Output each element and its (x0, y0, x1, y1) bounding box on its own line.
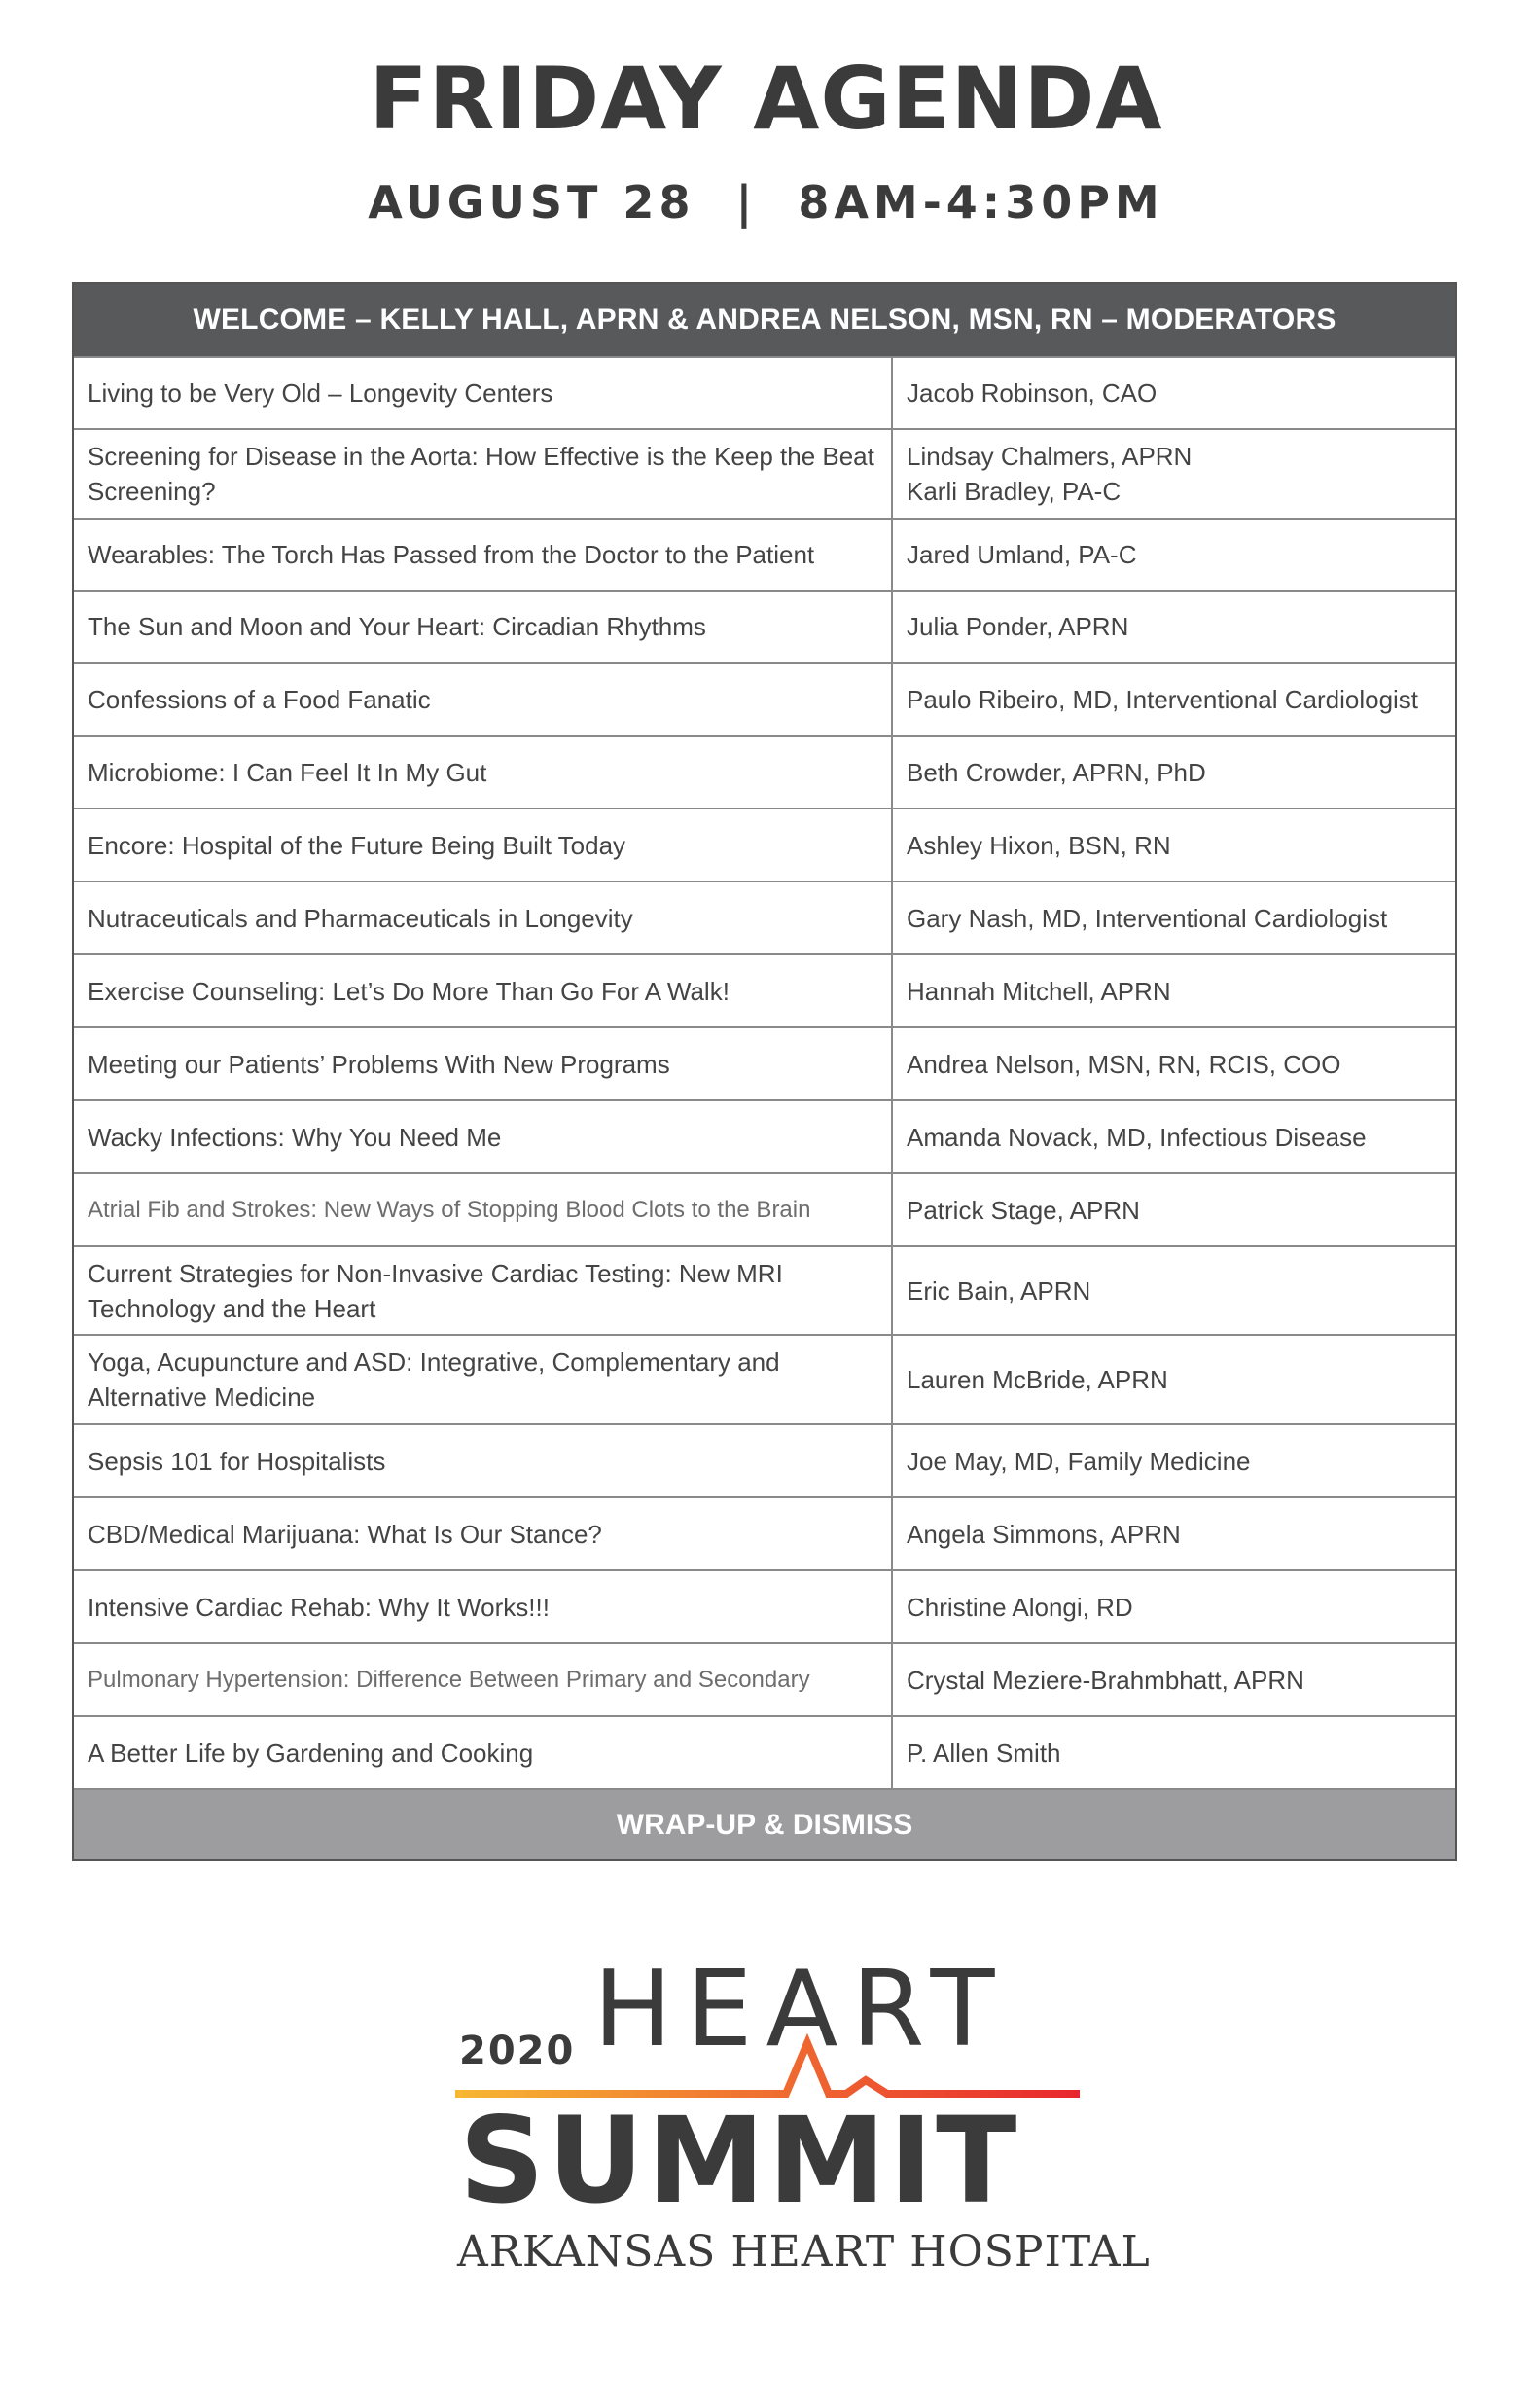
session-topic: Screening for Disease in the Aorta: How Effective is the Keep the Beat Screening? (74, 430, 893, 518)
table-row (74, 1715, 1455, 1788)
session-topic: Wearables: The Torch Has Passed from the Doctor to the Patient (74, 520, 893, 590)
session-topic: Current Strategies for Non-Invasive Cardiac Testing: New MRI Technology and the Heart (74, 1247, 893, 1334)
speaker-name: Paulo Ribeiro, MD, Interventional Cardiologist (907, 684, 1419, 714)
session-topic: Sepsis 101 for Hospitalists (74, 1425, 893, 1496)
session-speaker (893, 1247, 1455, 1334)
table-row (74, 735, 1455, 808)
session-topic: The Sun and Moon and Your Heart: Circadian Rhythms (74, 592, 893, 662)
session-topic: Yoga, Acupuncture and ASD: Integrative, Complementary and Alternative Medicine (74, 1336, 893, 1423)
session-topic: Pulmonary Hypertension: Difference Between Primary and Secondary (74, 1644, 893, 1715)
session-speaker (893, 1498, 1455, 1569)
table-row (74, 1026, 1455, 1099)
session-topic: CBD/Medical Marijuana: What Is Our Stance? (74, 1498, 893, 1569)
speaker-name: Lindsay Chalmers, APRN (907, 442, 1193, 471)
logo-organization: ARKANSAS HEART HOSPITAL (457, 2227, 1151, 2277)
speaker-name: Amanda Novack, MD, Infectious Disease (907, 1122, 1367, 1152)
session-speaker (893, 1101, 1455, 1172)
speaker-name: Eric Bain, APRN (907, 1276, 1091, 1306)
table-row (74, 1496, 1455, 1569)
session-topic: Living to be Very Old – Longevity Centers (74, 358, 893, 428)
agenda-table (72, 282, 1457, 1861)
session-speaker (893, 1028, 1455, 1099)
agenda-header: WELCOME – KELLY HALL, APRN & ANDREA NELSON, MSN, RN – MODERATORS (74, 284, 1455, 356)
session-speaker (893, 1425, 1455, 1496)
speaker-name: Julia Ponder, APRN (907, 612, 1129, 641)
event-time: 8AM-4:30PM (798, 176, 1164, 229)
session-topic: Wacky Infections: Why You Need Me (74, 1101, 893, 1172)
session-speaker (893, 1174, 1455, 1245)
session-speaker (893, 430, 1455, 518)
speaker-name: Ashley Hixon, BSN, RN (907, 830, 1171, 860)
speaker-name: Gary Nash, MD, Interventional Cardiologist (907, 903, 1388, 933)
table-row (74, 1172, 1455, 1245)
table-row (74, 356, 1455, 428)
session-speaker (893, 882, 1455, 953)
session-speaker (893, 809, 1455, 881)
table-row (74, 881, 1455, 953)
table-row (74, 1642, 1455, 1715)
table-row (74, 1423, 1455, 1496)
agenda-footer: WRAP-UP & DISMISS (74, 1788, 1455, 1859)
page-title: FRIDAY AGENDA (369, 49, 1163, 149)
session-topic: Intensive Cardiac Rehab: Why It Works!!! (74, 1571, 893, 1642)
session-topic: Exercise Counseling: Let’s Do More Than Go For A Walk! (74, 955, 893, 1026)
session-speaker (893, 1336, 1455, 1423)
session-topic: Encore: Hospital of the Future Being Built Today (74, 809, 893, 881)
session-speaker (893, 955, 1455, 1026)
session-topic: Atrial Fib and Strokes: New Ways of Stopping Blood Clots to the Brain (74, 1174, 893, 1245)
session-topic: A Better Life by Gardening and Cooking (74, 1717, 893, 1788)
speaker-name: Lauren McBride, APRN (907, 1365, 1168, 1394)
event-date: AUGUST 28 (368, 176, 695, 229)
session-topic: Confessions of a Food Fanatic (74, 664, 893, 735)
heart-summit-logo (447, 1949, 1151, 2286)
session-speaker (893, 520, 1455, 590)
speaker-name: Patrick Stage, APRN (907, 1195, 1140, 1225)
logo-summit-word: SUMMIT (459, 2092, 1020, 2230)
speaker-name: Jared Umland, PA-C (907, 540, 1137, 569)
session-topic: Meeting our Patients’ Problems With New Programs (74, 1028, 893, 1099)
session-speaker (893, 1571, 1455, 1642)
speaker-name: Joe May, MD, Family Medicine (907, 1446, 1251, 1476)
page-subtitle (0, 176, 1532, 229)
speaker-name: Hannah Mitchell, APRN (907, 976, 1171, 1006)
speaker-name: Christine Alongi, RD (907, 1592, 1133, 1622)
session-speaker (893, 592, 1455, 662)
session-speaker (893, 358, 1455, 428)
table-row (74, 1569, 1455, 1642)
table-row (74, 1334, 1455, 1423)
table-row (74, 1245, 1455, 1334)
table-row (74, 428, 1455, 518)
logo-year: 2020 (459, 2029, 576, 2073)
session-speaker (893, 664, 1455, 735)
session-topic: Nutraceuticals and Pharmaceuticals in Longevity (74, 882, 893, 953)
session-speaker (893, 1644, 1455, 1715)
table-row (74, 518, 1455, 590)
table-row (74, 662, 1455, 735)
session-speaker (893, 737, 1455, 808)
subtitle-separator: | (735, 176, 758, 229)
logo-heart-word: HEART (593, 1949, 1009, 2070)
table-row (74, 590, 1455, 662)
speaker-name: Angela Simmons, APRN (907, 1519, 1181, 1549)
speaker-name: P. Allen Smith (907, 1738, 1061, 1768)
speaker-name: Karli Bradley, PA-C (907, 477, 1122, 506)
speaker-name: Crystal Meziere-Brahmbhatt, APRN (907, 1665, 1304, 1695)
table-row (74, 808, 1455, 881)
speaker-name: Beth Crowder, APRN, PhD (907, 757, 1206, 787)
table-row (74, 953, 1455, 1026)
speaker-name: Andrea Nelson, MSN, RN, RCIS, COO (907, 1049, 1341, 1079)
session-topic: Microbiome: I Can Feel It In My Gut (74, 737, 893, 808)
speaker-name: Jacob Robinson, CAO (907, 378, 1158, 408)
session-speaker (893, 1717, 1455, 1788)
table-row (74, 1099, 1455, 1172)
